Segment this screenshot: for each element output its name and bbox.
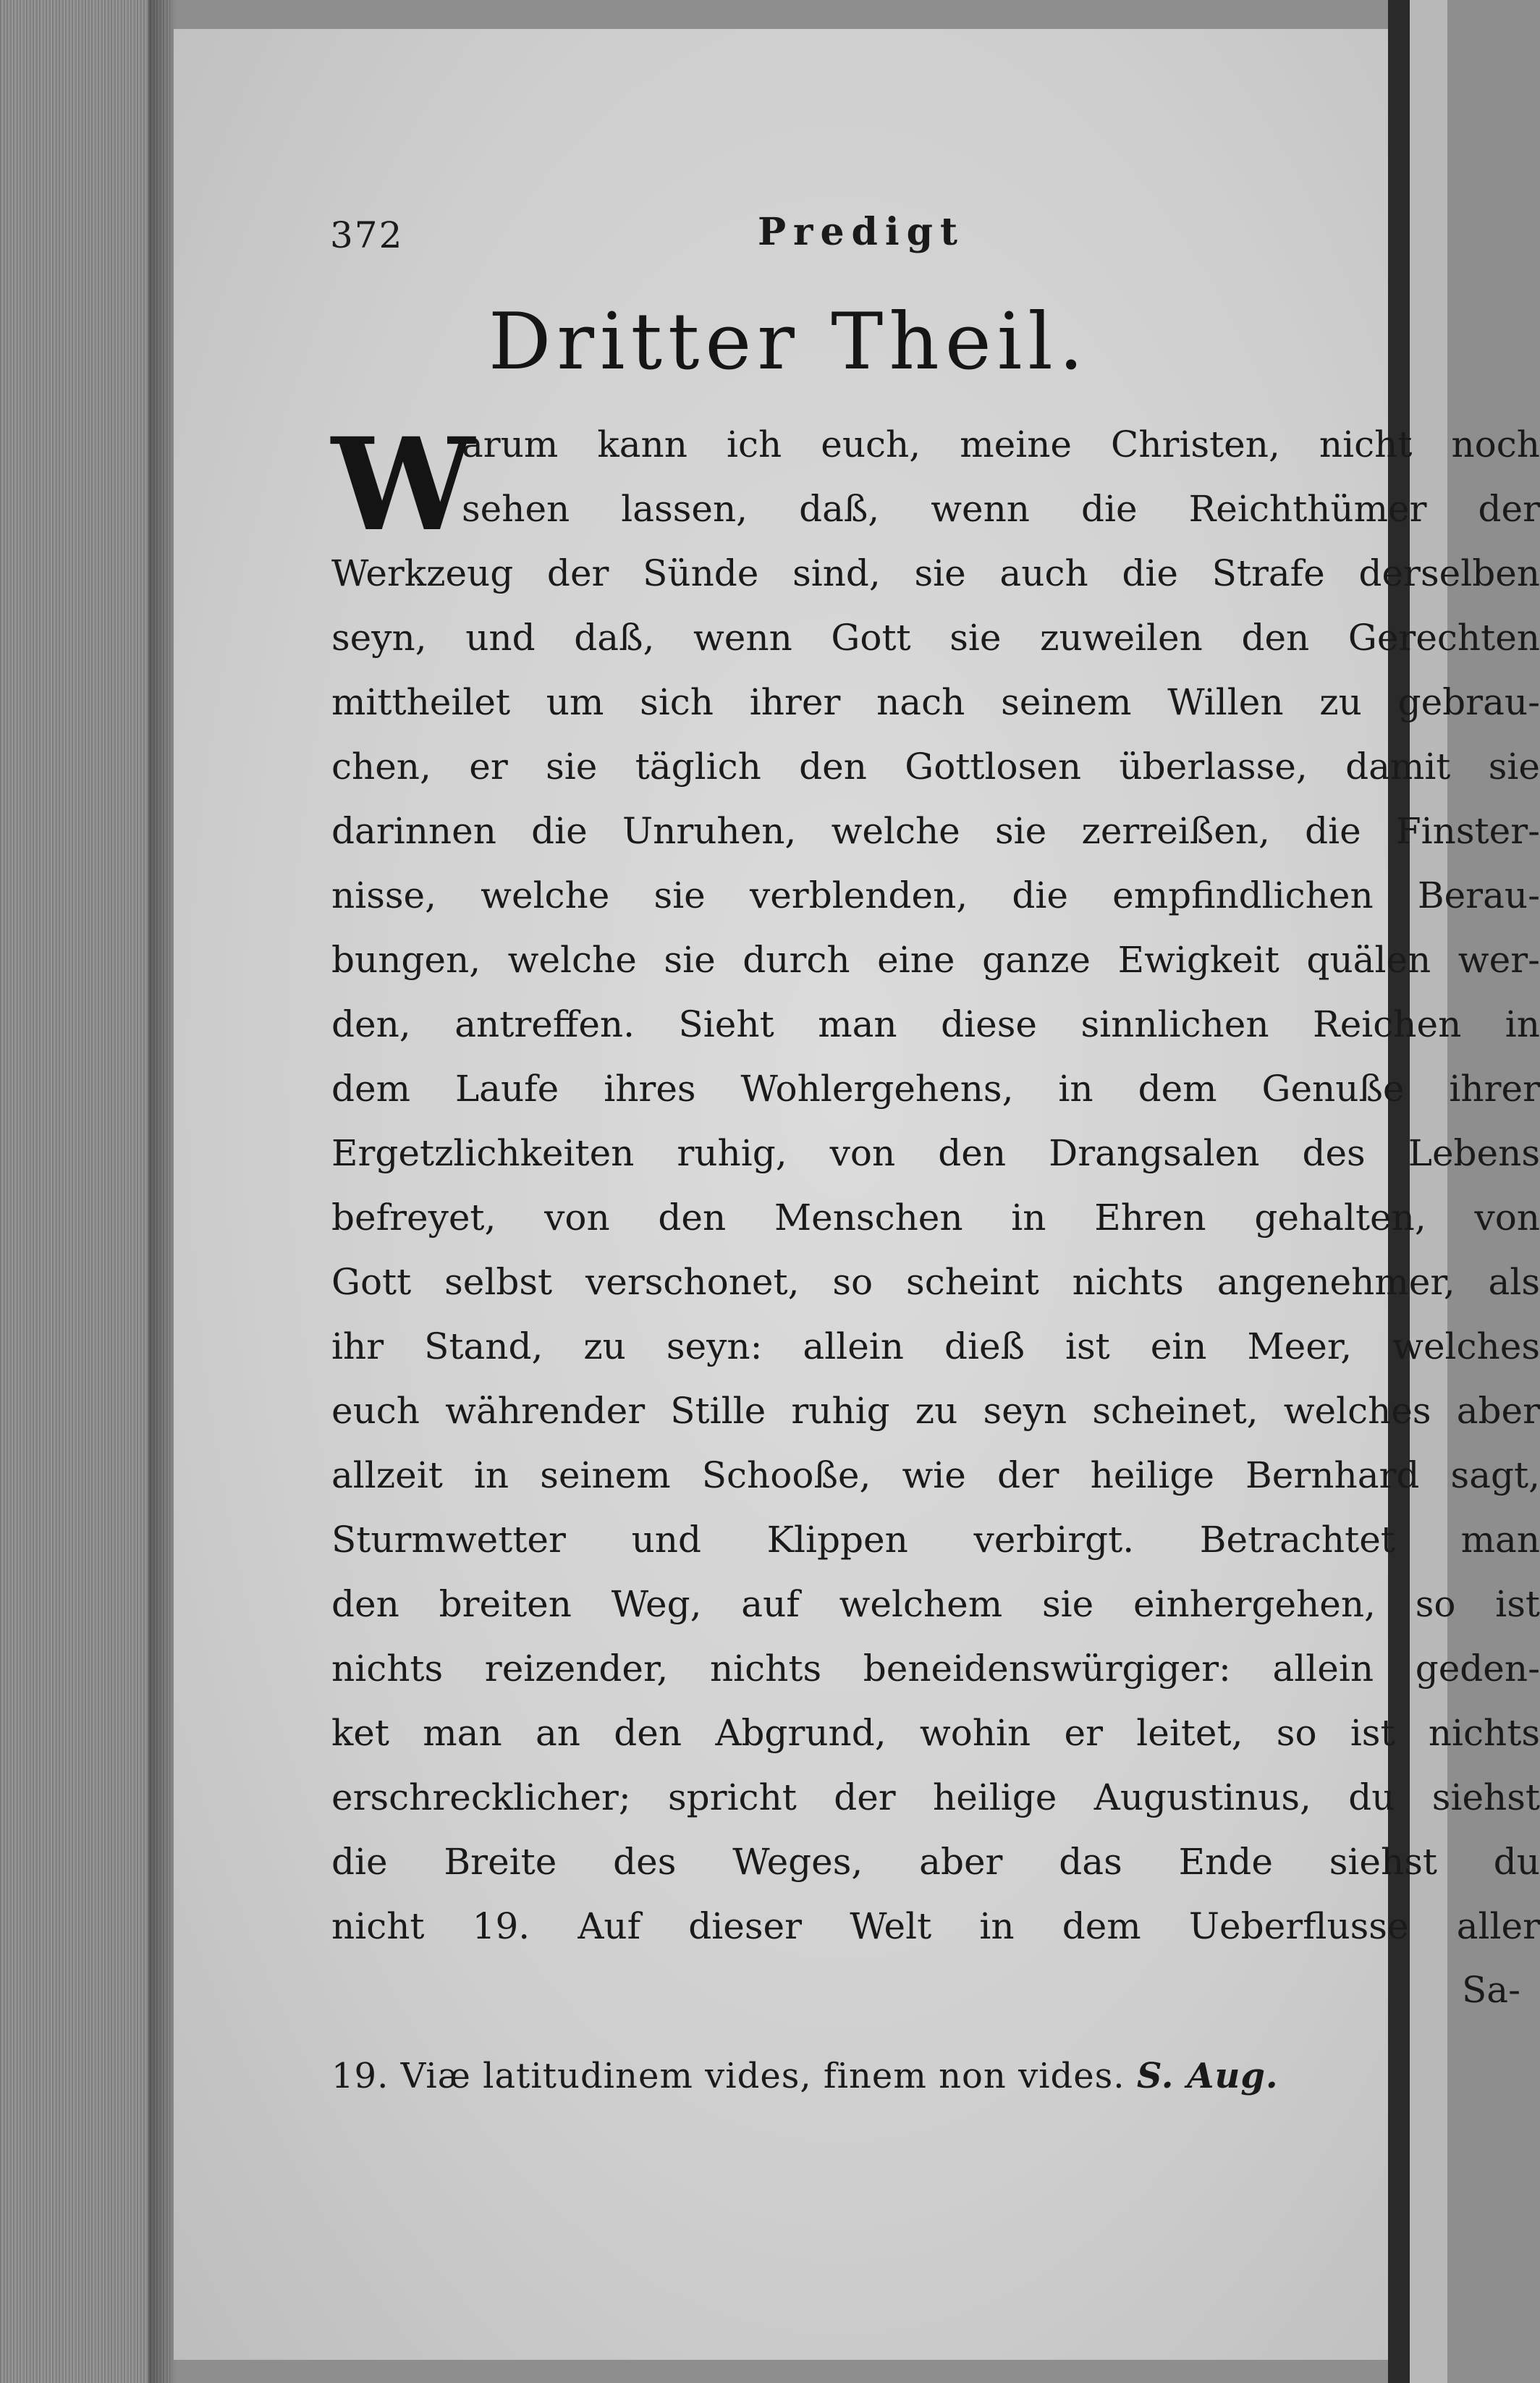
text-line: nisse, welche sie verblenden, die empfindlichen Berau- (331, 874, 1540, 916)
text-line: euch währender Stille ruhig zu seyn scheinet, welches aber (331, 1390, 1540, 1432)
book-edge-shadow (148, 0, 177, 2383)
body-text (331, 410, 1540, 1959)
footnote-text: 19. Viæ latitudinem vides, finem non vides. (331, 2056, 1125, 2096)
text-line: Gott selbst verschonet, so scheint nichts angenehmer, als (331, 1261, 1540, 1303)
text-line: chen, er sie täglich den Gottlosen überlasse, damit sie (331, 746, 1540, 788)
text-line: nichts reizender, nichts beneidenswürgiger: allein geden- (331, 1648, 1540, 1690)
text-line: seyn, und daß, wenn Gott sie zuweilen den Gerechten (331, 617, 1540, 659)
text-line: ihr Stand, zu seyn: allein dieß ist ein Meer, welches (331, 1325, 1540, 1367)
catchword: Sa- (1462, 1969, 1520, 2011)
footnote-source: S. Aug. (1136, 2056, 1279, 2096)
text-line: bungen, welche sie durch eine ganze Ewigkeit quälen wer- (331, 939, 1540, 981)
text-line: darinnen die Unruhen, welche sie zerreißen, die Finster- (331, 810, 1540, 852)
text-line: die Breite des Weges, aber das Ende siehst du (331, 1841, 1540, 1883)
text-line: erschrecklicher; spricht der heilige Augustinus, du siehst (331, 1776, 1540, 1818)
text-line: Werkzeug der Sünde sind, sie auch die Strafe derselben (331, 552, 1540, 594)
text-line: allzeit in seinem Schooße, wie der heilige Bernhard sagt, (331, 1454, 1540, 1496)
section-title: Dritter Theil. (488, 297, 1090, 387)
text-line: nicht 19. Auf dieser Welt in dem Ueberflusse aller (331, 1905, 1540, 1947)
text-line: Sturmwetter und Klippen verbirgt. Betrachtet man (331, 1519, 1540, 1561)
text-line: befreyet, von den Menschen in Ehren gehalten, von (331, 1197, 1540, 1239)
text-line: den, antreffen. Sieht man diese sinnlichen Reichen in (331, 1003, 1540, 1045)
page-header (174, 188, 1388, 275)
text-line: arum kann ich euch, meine Christen, nicht noch (462, 423, 1540, 465)
footnote (331, 2056, 1489, 2096)
drop-cap: W (331, 410, 475, 560)
text-line: sehen lassen, daß, wenn die Reichthümer der (462, 488, 1540, 530)
text-line: mittheilet um sich ihrer nach seinem Willen zu gebrau- (331, 681, 1540, 723)
book-edge (0, 0, 170, 2383)
text-line: dem Laufe ihres Wohlergehens, in dem Genuße ihrer (331, 1068, 1540, 1110)
text-line: den breiten Weg, auf welchem sie einhergehen, so ist (331, 1583, 1540, 1625)
page-number: 372 (330, 214, 404, 256)
running-title: Predigt (757, 210, 965, 254)
book-page (174, 29, 1540, 2360)
text-line: ket man an den Abgrund, wohin er leitet, so ist nichts (331, 1712, 1540, 1754)
text-line: Ergetzlichkeiten ruhig, von den Drangsalen des Lebens (331, 1132, 1540, 1174)
